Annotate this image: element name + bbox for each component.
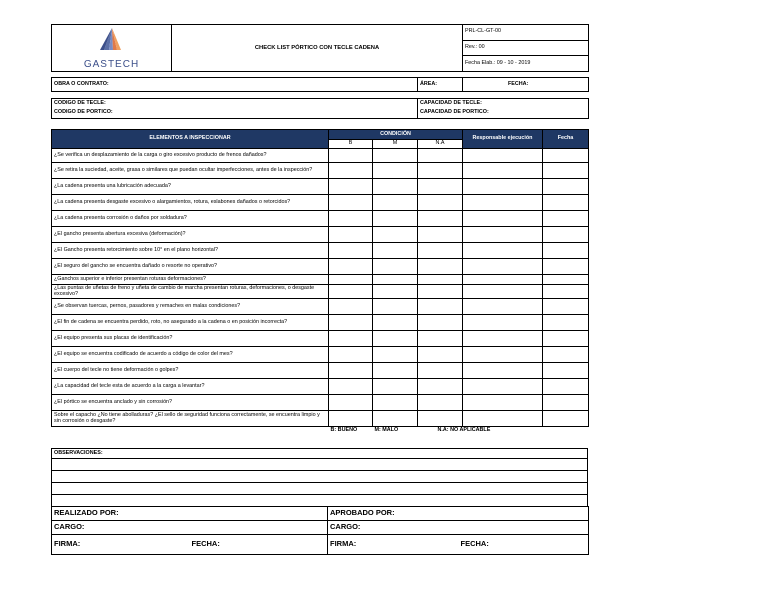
cell-na[interactable] bbox=[418, 275, 463, 285]
cell-m[interactable] bbox=[373, 315, 418, 331]
cell-m[interactable] bbox=[373, 259, 418, 275]
cell-m[interactable] bbox=[373, 395, 418, 411]
doc-date: Fecha Elab.: 09 - 10 - 2019 bbox=[463, 56, 589, 72]
cell-na[interactable] bbox=[418, 299, 463, 315]
cell-na[interactable] bbox=[418, 347, 463, 363]
table-row bbox=[52, 363, 589, 379]
inspection-item: ¿El equipo se encuentra codificado de acuerdo a código de color del mes? bbox=[52, 347, 329, 363]
document-header bbox=[51, 24, 589, 72]
cell-responsable[interactable] bbox=[463, 395, 543, 411]
cell-fecha[interactable] bbox=[543, 195, 589, 211]
capacidad-portico-label: CAPACIDAD DE PORTICO: bbox=[418, 109, 589, 119]
cell-responsable[interactable] bbox=[463, 211, 543, 227]
table-row bbox=[52, 243, 589, 259]
cell-fecha[interactable] bbox=[543, 299, 589, 315]
cell-b[interactable] bbox=[329, 411, 373, 427]
inspection-item: ¿Las puntas de uñetas de freno y uñeta de cambio de marcha presentan roturas, deformaciones, o desgaste excesivo? bbox=[52, 285, 329, 299]
inspection-item: ¿El seguro del gancho se encuentra dañado o resorte no operativo? bbox=[52, 259, 329, 275]
cell-fecha[interactable] bbox=[543, 179, 589, 195]
cell-b[interactable] bbox=[329, 363, 373, 379]
cell-responsable[interactable] bbox=[463, 179, 543, 195]
inspection-item: ¿El cuerpo del tecle no tiene deformación o golpes? bbox=[52, 363, 329, 379]
cell-responsable[interactable] bbox=[463, 331, 543, 347]
col-fecha: Fecha bbox=[543, 130, 589, 149]
inspection-item: ¿La cadena presenta corrosión o daños por soldadura? bbox=[52, 211, 329, 227]
cell-b[interactable] bbox=[329, 195, 373, 211]
observaciones-line[interactable] bbox=[52, 471, 588, 483]
cargo-label-right: CARGO: bbox=[328, 521, 589, 535]
cell-responsable[interactable] bbox=[463, 299, 543, 315]
codes-section bbox=[51, 98, 589, 119]
col-m: M bbox=[373, 140, 418, 149]
realizado-label: REALIZADO POR: bbox=[52, 507, 328, 521]
capacidad-tecle-label: CAPACIDAD DE TECLE: bbox=[418, 99, 589, 109]
cell-na[interactable] bbox=[418, 411, 463, 427]
codigo-portico-label: CODIGO DE PORTICO: bbox=[52, 109, 418, 119]
cell-responsable[interactable] bbox=[463, 363, 543, 379]
doc-rev: Rev.: 00 bbox=[463, 40, 589, 56]
table-row bbox=[52, 259, 589, 275]
legend-bueno: B: BUENO bbox=[330, 426, 358, 433]
table-row bbox=[52, 163, 589, 179]
cell-b[interactable] bbox=[329, 211, 373, 227]
cell-na[interactable] bbox=[418, 259, 463, 275]
cell-m[interactable] bbox=[373, 411, 418, 427]
cell-m[interactable] bbox=[373, 211, 418, 227]
cell-na[interactable] bbox=[418, 163, 463, 179]
cell-b[interactable] bbox=[329, 275, 373, 285]
cell-fecha[interactable] bbox=[543, 347, 589, 363]
cell-b[interactable] bbox=[329, 285, 373, 299]
inspection-item: ¿El Gancho presenta retorcimiento sobre 10° en el plano horizontal? bbox=[52, 243, 329, 259]
cell-m[interactable] bbox=[373, 363, 418, 379]
table-row bbox=[52, 411, 589, 427]
cell-responsable[interactable] bbox=[463, 411, 543, 427]
cell-fecha[interactable] bbox=[543, 395, 589, 411]
cell-responsable[interactable] bbox=[463, 379, 543, 395]
table-row bbox=[52, 211, 589, 227]
signatures-section bbox=[51, 506, 589, 555]
inspection-item: ¿Ganchos superior e inferior presentan roturas deformaciones? bbox=[52, 275, 329, 285]
logo-text: GASTECH bbox=[83, 58, 140, 70]
cell-b[interactable] bbox=[329, 299, 373, 315]
cell-fecha[interactable] bbox=[543, 315, 589, 331]
cell-fecha[interactable] bbox=[543, 331, 589, 347]
cell-na[interactable] bbox=[418, 315, 463, 331]
table-row bbox=[52, 395, 589, 411]
cell-m[interactable] bbox=[373, 347, 418, 363]
legend-malo: M: MALO bbox=[374, 426, 399, 433]
inspection-item: ¿Se verifica un desplazamiento de la carga o giro excesivo producto de frenos dañados? bbox=[52, 149, 329, 163]
observaciones-section bbox=[51, 448, 588, 507]
table-row bbox=[52, 347, 589, 363]
cell-m[interactable] bbox=[373, 285, 418, 299]
table-row bbox=[52, 275, 589, 285]
aprobado-label: APROBADO POR: bbox=[328, 507, 589, 521]
col-condicion: CONDICIÓN bbox=[329, 130, 463, 140]
obra-label: OBRA O CONTRATO: bbox=[52, 78, 418, 92]
cell-na[interactable] bbox=[418, 211, 463, 227]
cell-m[interactable] bbox=[373, 195, 418, 211]
inspection-item: ¿Se retira la suciedad, aceite, grasa o similares que puedan ocultar imperfecciones, antes de la inspección? bbox=[52, 163, 329, 179]
cell-m[interactable] bbox=[373, 149, 418, 163]
inspection-item: Sobre el capacho ¿No tiene abolladuras? ¿El sello de seguridad funciona correctamente, se encuentra limpio y sin corrosión o desgaste? bbox=[52, 411, 329, 427]
cell-na[interactable] bbox=[418, 179, 463, 195]
inspection-item: ¿Se observan tuercas, pernos, pasadores y remaches en malas condiciones? bbox=[52, 299, 329, 315]
col-na: N.A bbox=[418, 140, 463, 149]
cell-b[interactable] bbox=[329, 347, 373, 363]
cell-responsable[interactable] bbox=[463, 347, 543, 363]
codigo-tecle-label: CODIGO DE TECLE: bbox=[52, 99, 418, 109]
cell-fecha[interactable] bbox=[543, 275, 589, 285]
cell-responsable[interactable] bbox=[463, 163, 543, 179]
cell-responsable[interactable] bbox=[463, 315, 543, 331]
table-row bbox=[52, 379, 589, 395]
col-elementos: ELEMENTOS A INSPECCIONAR bbox=[52, 130, 329, 149]
inspection-item: ¿El gancho presenta abertura excesiva (deformación)? bbox=[52, 227, 329, 243]
inspection-item: ¿El fin de cadena se encuentra perdido, roto, no asegurado a la cadena o en posición incorrecta? bbox=[52, 315, 329, 331]
cell-responsable[interactable] bbox=[463, 259, 543, 275]
table-row bbox=[52, 315, 589, 331]
cell-b[interactable] bbox=[329, 243, 373, 259]
cell-fecha[interactable] bbox=[543, 227, 589, 243]
info-section bbox=[51, 77, 589, 92]
cell-b[interactable] bbox=[329, 149, 373, 163]
fecha-label: FECHA: bbox=[463, 78, 589, 92]
cell-na[interactable] bbox=[418, 363, 463, 379]
doc-code: PRL-CL-GT-00 bbox=[463, 25, 589, 41]
inspection-item: ¿La capacidad del tecle esta de acuerdo a la carga a levantar? bbox=[52, 379, 329, 395]
col-responsable: Responsable ejecución bbox=[463, 130, 543, 149]
col-b: B bbox=[329, 140, 373, 149]
cell-fecha[interactable] bbox=[543, 259, 589, 275]
cell-m[interactable] bbox=[373, 379, 418, 395]
table-row bbox=[52, 195, 589, 211]
cell-m[interactable] bbox=[373, 179, 418, 195]
inspection-item: ¿El pórtico se encuentra anclado y sin corrosión? bbox=[52, 395, 329, 411]
cell-b[interactable] bbox=[329, 259, 373, 275]
cell-m[interactable] bbox=[373, 299, 418, 315]
cell-responsable[interactable] bbox=[463, 275, 543, 285]
cell-na[interactable] bbox=[418, 285, 463, 299]
observaciones-line[interactable] bbox=[52, 495, 588, 507]
cell-m[interactable] bbox=[373, 331, 418, 347]
cell-b[interactable] bbox=[329, 331, 373, 347]
observaciones-label: OBSERVACIONES: bbox=[52, 449, 588, 459]
cell-m[interactable] bbox=[373, 275, 418, 285]
logo bbox=[52, 25, 172, 72]
cell-na[interactable] bbox=[418, 395, 463, 411]
observaciones-line[interactable] bbox=[52, 483, 588, 495]
fecha-label-right: FECHA: bbox=[459, 535, 589, 555]
inspection-item: ¿El equipo presenta sus placas de identificación? bbox=[52, 331, 329, 347]
table-row bbox=[52, 331, 589, 347]
cell-fecha[interactable] bbox=[543, 149, 589, 163]
cell-na[interactable] bbox=[418, 331, 463, 347]
cell-b[interactable] bbox=[329, 379, 373, 395]
cell-m[interactable] bbox=[373, 227, 418, 243]
cell-responsable[interactable] bbox=[463, 149, 543, 163]
inspection-item: ¿La cadena presenta desgaste excesivo o alargamientos, rotura, eslabones dañados o retorcidos? bbox=[52, 195, 329, 211]
page-title: CHECK LIST PÓRTICO CON TECLE CADENA bbox=[172, 25, 463, 72]
table-row bbox=[52, 179, 589, 195]
cell-responsable[interactable] bbox=[463, 227, 543, 243]
cell-fecha[interactable] bbox=[543, 411, 589, 427]
table-row bbox=[52, 149, 589, 163]
cell-na[interactable] bbox=[418, 243, 463, 259]
firma-label-left: FIRMA: bbox=[52, 535, 190, 555]
cell-na[interactable] bbox=[418, 149, 463, 163]
cell-fecha[interactable] bbox=[543, 363, 589, 379]
cargo-label-left: CARGO: bbox=[52, 521, 328, 535]
inspection-item: ¿La cadena presenta una lubricación adecuada? bbox=[52, 179, 329, 195]
firma-label-right: FIRMA: bbox=[328, 535, 459, 555]
cell-m[interactable] bbox=[373, 163, 418, 179]
fecha-label-left: FECHA: bbox=[190, 535, 328, 555]
cell-fecha[interactable] bbox=[543, 163, 589, 179]
cell-fecha[interactable] bbox=[543, 285, 589, 299]
cell-na[interactable] bbox=[418, 195, 463, 211]
cell-fecha[interactable] bbox=[543, 211, 589, 227]
cell-b[interactable] bbox=[329, 227, 373, 243]
cell-fecha[interactable] bbox=[543, 379, 589, 395]
cell-responsable[interactable] bbox=[463, 243, 543, 259]
table-row bbox=[52, 227, 589, 243]
cell-na[interactable] bbox=[418, 379, 463, 395]
cell-b[interactable] bbox=[329, 179, 373, 195]
cell-na[interactable] bbox=[418, 227, 463, 243]
cell-fecha[interactable] bbox=[543, 243, 589, 259]
area-label: ÁREA: bbox=[418, 78, 463, 92]
gastech-logo-icon bbox=[82, 26, 142, 58]
cell-responsable[interactable] bbox=[463, 285, 543, 299]
table-row bbox=[52, 285, 589, 299]
legend-na: N.A: NO APLICABLE bbox=[437, 426, 491, 433]
table-row bbox=[52, 299, 589, 315]
cell-b[interactable] bbox=[329, 163, 373, 179]
cell-m[interactable] bbox=[373, 243, 418, 259]
cell-b[interactable] bbox=[329, 315, 373, 331]
observaciones-line[interactable] bbox=[52, 459, 588, 471]
checklist-table bbox=[51, 129, 589, 435]
cell-responsable[interactable] bbox=[463, 195, 543, 211]
cell-b[interactable] bbox=[329, 395, 373, 411]
